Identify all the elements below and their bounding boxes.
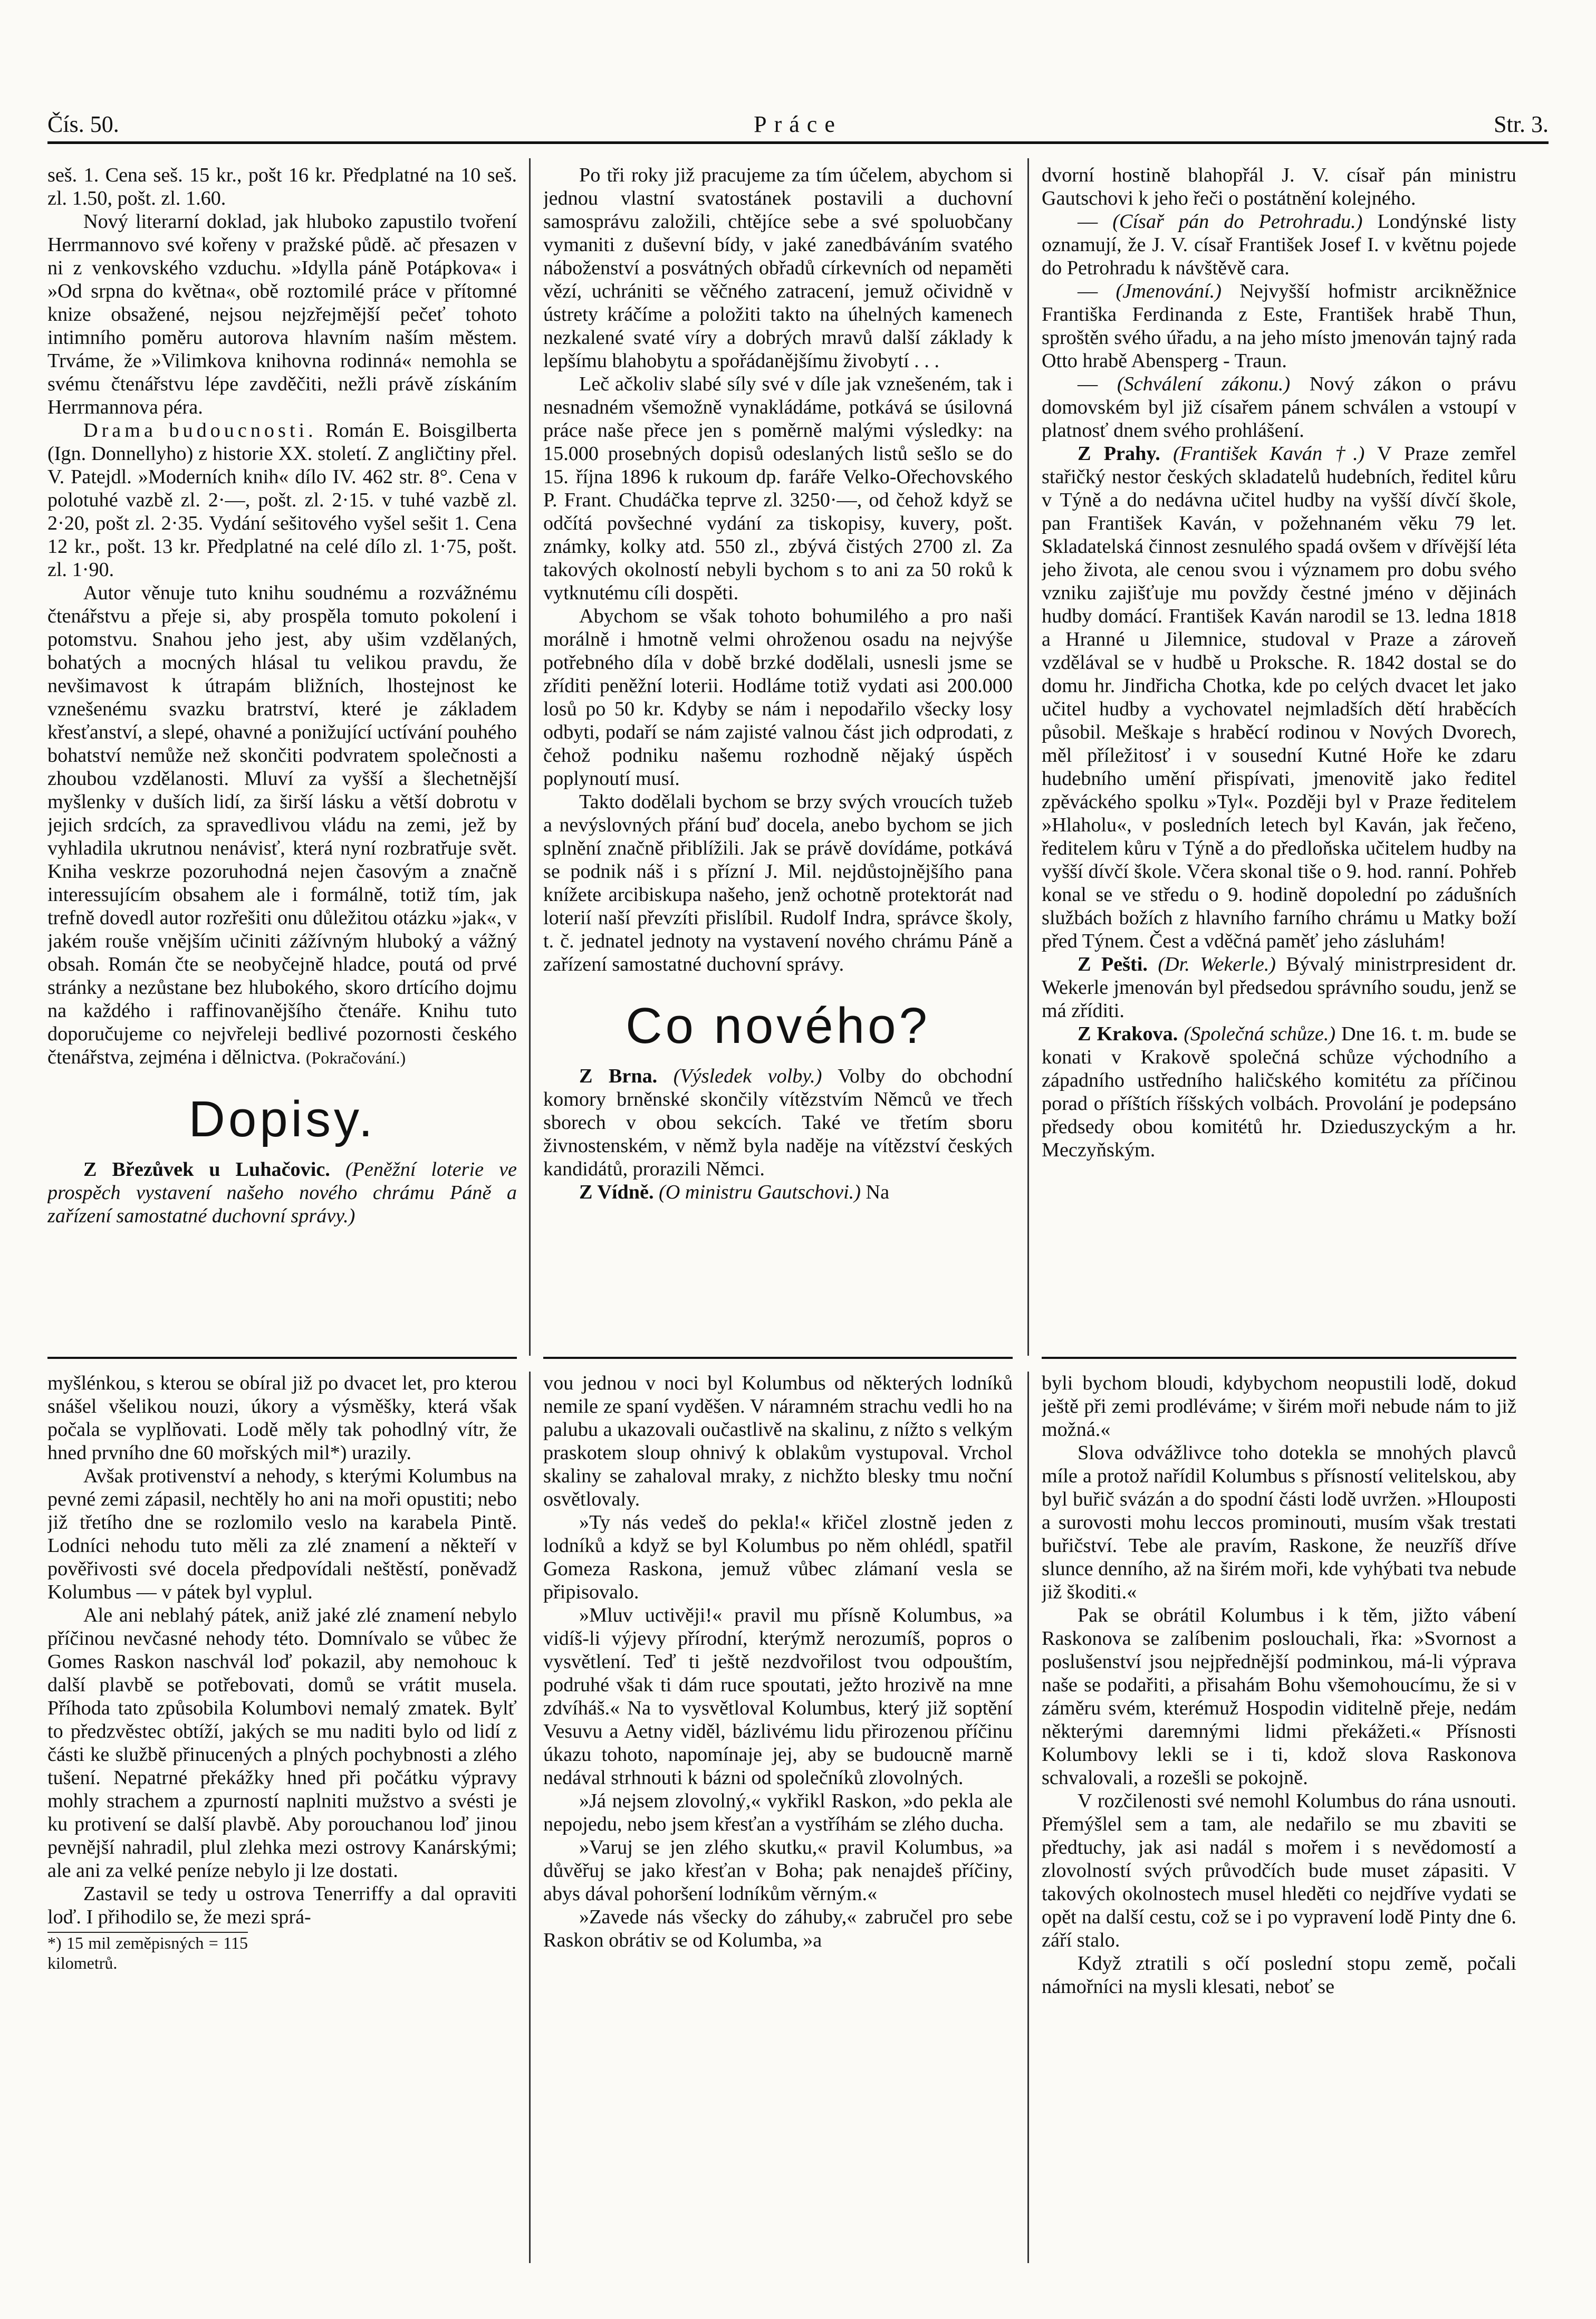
column-3-bottom	[1042, 1372, 1516, 2258]
paragraph: Po tři roky již pracujeme za tím účelem, abychom si jednou vlastní svatostánek postavili a duchovní samosprávu založili, chtějíce sebe a své spoluobčany vymaniti z duševní bídy, v jaké zanedbáváním svatého náboženství a posvátných obřadů církevních od nepaměti vězí, uchrániti se věčného zatracení, jemuž očividně v ústrety kráčíme a položiti takto na úhelných kamenech nezkalené svaté víry a dobrých mravů další základy k lepšímu blahobytu a spořádanějšímu živobytí . . .	[543, 164, 1013, 372]
paragraph: byli bychom bloudi, kdybychom neopustili lodě, dokud ještě při zemi prodléváme; v širém moři nebude nám to již možná.«	[1042, 1372, 1516, 1441]
paragraph: — (Jmenování.) Nejvyšší hofmistr arcikněžnice Františka Ferdinanda z Este, František hrabě Thun, sproštěn svého úřadu, a na jeho místo jmenován tajný rada Otto hrabě Abensperg - Traun.	[1042, 280, 1516, 372]
paragraph: myšlénkou, s kterou se obíral již po dvacet let, pro kterou snášel všelikou nouzi, úkory a výsměšky, která však počala se vyplňovati. Lodě měly tak pohodlný vítr, že hned prvního dne 60 mořských mil*) urazily.	[47, 1372, 517, 1464]
paragraph: Autor věnuje tuto knihu soudnému a rozvážnému čtenářstvu a přeje si, aby prospěla tomuto pokolení i potomstvu. Snahou jeho jest, aby ušim vzdělaných, bohatých a mocných hlásal tu velikou pravdu, že nevšimavost k útrapám bližních, lhostejnost ke vznešenému svazku bratrství, které je základem křesťanství, a slepé, ohavné a ponižující uctívání pouhého bohatství nemůže než skončiti podvratem společnosti a zhoubou vzdělanosti. Mluví za vyšší a šlechetnější myšlenky v duších lidí, za širší lásku a větší dobrotu v jejich srdcích, za spravedlivou vládu na zemi, jež by vyhladila ukrutnou nenávisť, která nyní rozbratřuje svět. Kniha veskrze pozoruhodná nejen časovým a značně interessujícím obsahem ale i formálně, totiž tím, jak trefně dovedl autor rozřešiti onu důležitou otázku »jak«, v jakém rouše vnějším učiniti zážívným hluboký a vážný obsah. Román čte se neobyčejně hladce, poutá od prvé stránky a nezůstane bez hlubokého, skoro drtícího dojmu na každého i raffinovanějšího čtenáře. Knihu tuto doporučujeme co nejvřeleji bedlivé pozornosti českého čtenářstva, zejména i dělnictva. (Pokračování.)	[47, 582, 517, 1068]
footnote: *) 15 mil zeměpisných = 115 kilometrů.	[47, 1932, 248, 1973]
column-3-top	[1042, 164, 1516, 1324]
paragraph: Takto dodělali bychom se brzy svých vroucích tužeb a nevýslovných přání buď docela, anebo bychom se jich splnění značně přiblížili. Jak se právě dovídáme, potkává se podnik náš i s přízní J. Mil. nejdůstojnějšího pana knížete arcibiskupa našeho, jenž ochotně protektorát nad loterií naší převzíti přislíbil. Rudolf Indra, správce školy, t. č. jednatel jednoty na vystavení nového chrámu Páně a zařízení samostatné duchovní správy.	[543, 791, 1013, 975]
header-rule	[47, 141, 1549, 144]
paragraph: »Ty nás vedeš do pekla!« křičel zlostně jeden z lodníků a když se byl Kolumbus po něm ohlédl, spatřil Gomeza Raskona, jemuž vůbec zlámaní vesla se připisovalo.	[543, 1511, 1013, 1603]
page-number: Str. 3.	[1494, 111, 1549, 137]
column-2-top	[543, 164, 1013, 1324]
paragraph: Abychom se však tohoto bohumilého a pro naši morálně i hmotně velmi ohroženou osadu na nejvýše potřebného díla v době brzké dodělali, usnesli jsme se zříditi peněžní loterii. Hodláme totiž vydati asi 200.000 losů po 50 kr. Kdyby se nám i nepodařilo všecky losy odbyti, podaří se nám zajisté valnou část jich odprodati, z čehož podniku našemu rozhodně nějaký úspěch poplynoutí musí.	[543, 605, 1013, 790]
paragraph: Avšak protivenství a nehody, s kterými Kolumbus na pevné zemi zápasil, nechtěly ho ani na moři opustiti; nebo již třetího dne se rozlomilo veslo na karabela Pintě. Lodníci nehodu tuto měli za zlé znamení a někteří v pověřivosti své docela předpovídali neštěstí, poněvadž Kolumbus — v pátek byl vyplul.	[47, 1465, 517, 1603]
newspaper-title: Práce	[754, 111, 842, 137]
paragraph: Zastavil se tedy u ostrova Tenerriffy a dal opraviti loď. I přihodilo se, že mezi sprá-	[47, 1883, 517, 1928]
paragraph: — (Císař pán do Petrohradu.) Londýnské listy oznamují, že J. V. císař František Josef I. v květnu pojede do Petrohradu k návštěvě cara.	[1042, 210, 1516, 279]
issue-number: Čís. 50.	[47, 111, 119, 137]
column-1-bottom	[47, 1372, 517, 2258]
paragraph: — (Schválení zákonu.) Nový zákon o právu domovském byl již císařem pánem schválen a vstoupí v platnosť dnem svého prohlášení.	[1042, 373, 1516, 442]
paragraph: Ale ani neblahý pátek, aniž jaké zlé znamení nebylo příčinou nevčasné nehody této. Domnívalo se vůbec že Gomes Raskon naschvál loď pokazil, aby nemohouc k další plavbě se potřebovati, domů se vrátit musela. Příhoda tato způsobila Kolumbovi nemalý zmatek. Bylť to předzvěstec obtíží, jakých se mu naditi bylo od lidí z části ke službě přinucených a plných pochybnosti a zlého tušení. Nepatrné překážky hned při počátku výpravy mohly strachem a zpurností naplniti mužstvo a svésti je ku protivení se další plavbě. Aby porouchanou loď jinou pevnější nahradil, plul zlehka mezi ostrovy Kanárskými; ale ani za velké peníze nebylo ji lze dostati.	[47, 1604, 517, 1882]
section-rule	[47, 1357, 517, 1359]
column-divider	[1027, 158, 1029, 1356]
paragraph: »Mluv uctivěji!« pravil mu přísně Kolumbus, »a vidíš-li výjevy přírodní, kterýmž nerozumíš, popros o vysvětlení. Teď ti ještě nezdvořilost tvou odpouštím, podruhé však ti dám ruce spoutati, ježto hrozivě na mne zdvíháš.« Na to vysvětloval Kolumbus, který již soptění Vesuvu a Aetny viděl, bázlivému lidu přirozenou příčinu úkazu tohoto, napomínaje jej, aby se budoucně marně nedával strhnouti k bázni od společníků zlovolných.	[543, 1604, 1013, 1789]
column-divider	[529, 1372, 531, 2263]
paragraph: Z Brna. (Výsledek volby.) Volby do obchodní komory brněnské skončily vítězstvím Němců ve třech sborech v obou sekcích. Také ve třetím sboru živnostenském, v němž byla naděje na vítězství českých kandidátů, prorazili Němci.	[543, 1065, 1013, 1180]
paragraph: V rozčilenosti své nemohl Kolumbus do rána usnouti. Přemýšlel sem a tam, ale nedařilo se mu zbaviti se předtuchy, jak asi nadál s mořem i s nevědomostí a zlovolností svých průvodčích bude muset zápasiti. V takových okolnostech musel hleděti co nejdříve vydati se opět na další cestu, což se i po vypravení lodě Pinty dne 6. září stalo.	[1042, 1790, 1516, 1951]
section-heading-co-noveho: Co nového?	[626, 998, 930, 1054]
paragraph: Z Prahy. (František Kaván †.) V Praze zemřel stařičký nestor českých skladatelů hudebních, ředitel kůru v Týně a do nedávna učitel hudby na vyšší dívčí škole, pan František Kaván, v požehnaném věku 79 let. Skladatelská činnost zesnulého spadá ovšem v dřívější léta jeho života, ale cenou svou i významem pro dobu svého vzniku zajišťuje mu povždy čestné jméno v dějinách hudby domácí. František Kaván narodil se 13. ledna 1818 a Hranné u Jilemnice, studoval v Praze a zároveň vzdělával se v hudbě u Proksche. R. 1842 dostal se do domu hr. Jindřicha Chotka, kde po celých dvacet let jako učitel hudby a vychovatel nejmladších dětí hraběcích působil. Meškaje s hraběcí rodinou v Nových Dvorech, měl příležitosť i v sousední Kutné Hoře ke zdaru hudebního umění přispívati, jmenovitě jako ředitel zpěváckého spolku »Tyl«. Později byl v Praze ředitelem »Hlaholu«, v posledních letech byl Kaván, jak řečeno, ředitelem kůru v Týně a do předloňska učitelem hudby na vyšší dívčí škole. Včera skonal tiše o 9. hod. ranní. Pohřeb konal se ve středu o 9. hodině dopolední po zádušních službách božích z hlavního farního chrámu u Matky boží před Týnem. Čest a vděčná paměť jeho zásluhám!	[1042, 443, 1516, 952]
paragraph: Z Krakova. (Společná schůze.) Dne 16. t. m. bude se konati v Krakově společná schůze východního a západního ustředního haličského komitétu za příčinou porad o příštích říšských volbách. Provolání je podepsáno předsedy obou komitétů hr. Dzieduszyckým a hr. Meczyňským.	[1042, 1023, 1516, 1161]
column-divider	[1027, 1372, 1029, 2263]
paragraph: seš. 1. Cena seš. 15 kr., pošt 16 kr. Předplatné na 10 seš. zl. 1.50, pošt. zl. 1.60.	[47, 164, 517, 209]
paragraph: »Varuj se jen zlého skutku,« pravil Kolumbus, »a důvěřuj se jako křesťan v Boha; pak nenajdeš příčiny, abys dával pohoršení lodníkům věrným.«	[543, 1836, 1013, 1905]
section-rule	[1042, 1357, 1516, 1359]
paragraph: Z Březůvek u Luhačovic. (Peněžní loterie ve prospěch vystavení našeho nového chrámu Páně a zařízení samostatné duchovní správy.)	[47, 1158, 517, 1227]
section-rule	[543, 1357, 1013, 1359]
column-1-top	[47, 164, 517, 1324]
paragraph: Když ztratili s očí poslední stopu země, počali námořníci na mysli klesati, neboť se	[1042, 1952, 1516, 1998]
paragraph: Slova odvážlivce toho dotekla se mnohých plavců míle a protož nařídil Kolumbus s přísností velitelskou, aby byl buřič svázán a do spodní části lodě uvržen. »Hlouposti a surovosti mohu leccos prominouti, musím však trestati buřičství. Tebe ale pravím, Raskone, že neuzříš dříve slunce denního, až na širém moři, kde vyhýbati tva nebude již škoditi.«	[1042, 1442, 1516, 1603]
paragraph: »Já nejsem zlovolný,« vykřikl Raskon, »do pekla ale nepojedu, nebo jsem křesťan a vystříhám se zlého ducha.	[543, 1790, 1013, 1835]
paragraph: dvorní hostině blahopřál J. V. císař pán ministru Gautschovi k jeho řeči o postátnění kolejného.	[1042, 164, 1516, 209]
paragraph: Leč ačkoliv slabé síly své v díle jak vznešeném, tak i nesnadném všemožně vynakládáme, potkává se úsilovná práce naše přece jen s poměrně malými výsledky: na 15.000 prosebných dopisů odeslaných listů sešlo se do 15. října 1896 k rukoum dp. faráře Velko-Ořechovského P. Frant. Chudáčka teprve zl. 3250·—, od čehož když se odčítá povšechné vydání za tiskopisy, kuvery, pošt. známky, kolky atd. 550 zl., zbývá čistých 2700 zl. Za takových okolností nebyli bychom s to ani za 50 roků k vytknutému cíli dospěti.	[543, 373, 1013, 604]
column-divider	[529, 158, 531, 1356]
paragraph: Pak se obrátil Kolumbus i k těm, jižto vábení Raskonova se zalíbenim poslouchali, řka: »Svornost a poslušenství jsou nejpřednější podminkou, má-li výprava naše se podařiti, a přisahám Bohu všemohoucímu, že si v záměru svém, kterémuž Hospodin viditelně přeje, nedám některými daremnými lidmi překážeti.« Přísnosti Kolumbovy lekli se i ti, kdož slova Raskonova schvalovali, a rozešli se pokojně.	[1042, 1604, 1516, 1789]
paragraph: Z Pešti. (Dr. Wekerle.) Bývalý ministrpresident dr. Wekerle jmenován byl předsedou správního soudu, jenž se má zříditi.	[1042, 953, 1516, 1022]
page-header	[47, 111, 1549, 142]
paragraph: Drama budoucnosti. Román E. Boisgilberta (Ign. Donnellyho) z historie XX. století. Z angličtiny přel. V. Patejdl. »Moderních knih« dílo IV. 462 str. 8°. Cena v polotuhé vazbě zl. 2·—, pošt. zl. 2·15. v tuhé vazbě zl. 2·20, pošt zl. 2·35. Vydání sešitového vyšel sešit 1. Cena 12 kr., pošt. 13 kr. Předplatné na celé dílo zl. 1·75, pošt. zl. 1·90.	[47, 419, 517, 581]
paragraph: Z Vídně. (O ministru Gautschovi.) Na	[579, 1181, 890, 1203]
paragraph: »Zavede nás všecky do záhuby,« zabručel pro sebe Raskon obrátiv se od Kolumba, »a	[543, 1906, 1013, 1951]
column-2-bottom	[543, 1372, 1013, 2258]
paragraph: Nový literarní doklad, jak hluboko zapustilo tvoření Herrmannovo své kořeny v pražské půdě. ač přesazen v ni z venkovského vzduchu. »Idylla páně Potápkova« i »Od srpna do května«, obě roztomilé práce v přítomné knize obsažené, nejsou nejzřejmější pečeť tohoto intimního poměru autorova hlavním naším městem. Trváme, že »Vilimkova knihovna rodinná« nemohla se svému čtenářstvu lépe zavděčiti, nežli právě získáním Herrmannova péra.	[47, 210, 517, 418]
paragraph: vou jednou v noci byl Kolumbus od některých lodníků nemile ze spaní vyděšen. V náramném strachu vedli ho na palubu a ukazovali oučastlivě na skalinu, z nížto s velkým praskotem sloup ohnivý k oblakům vystupoval. Vrchol skaliny se zahaloval mraky, z nichžto blesky tmu noční osvětlovaly.	[543, 1372, 1013, 1510]
section-heading-dopisy: Dopisy.	[188, 1091, 376, 1147]
